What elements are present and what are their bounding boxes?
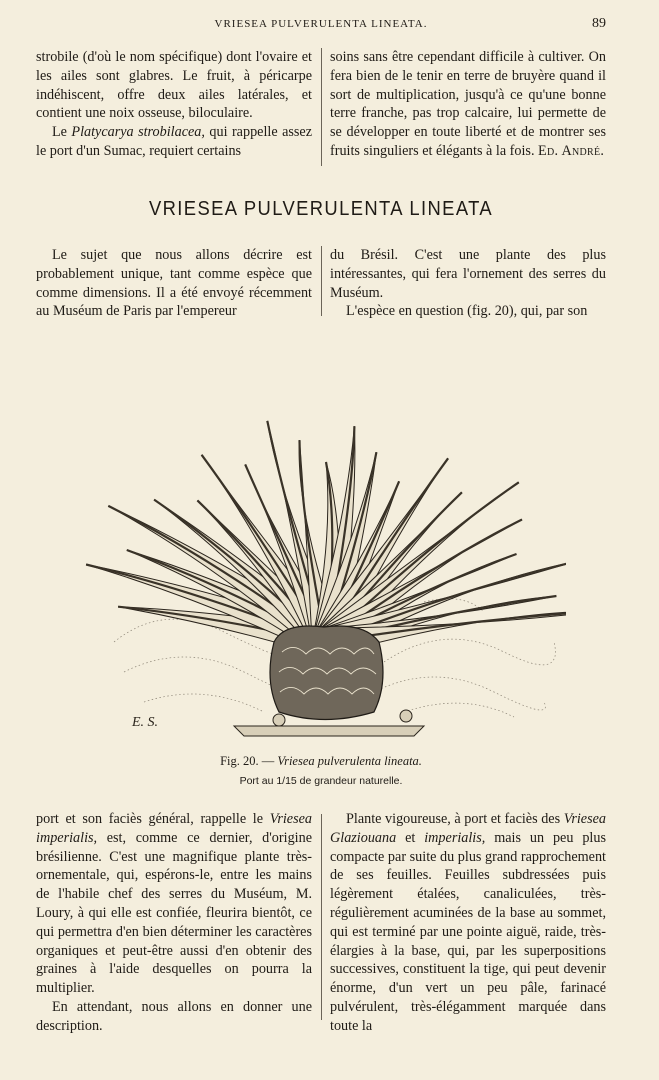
top-left-paragraph-1: strobile (d'où le nom spécifique) dont l'ovaire et les ailes sont glabres. Le fruit, à péricarpe indéhiscent, offre deux ailes latérales, et contient une noix osseuse, biloculaire.	[36, 49, 312, 122]
bottom-left-text-a: port et son faciès général, rappelle le	[36, 811, 270, 827]
intro-left-paragraph: Le sujet que nous allons décrire est probablement unique, tant comme espèce que comme dimensions. Il a été envoyé récemment au Muséum de Paris par l'empereur	[36, 247, 312, 320]
article-title: VRIESEA PULVERULENTA LINEATA	[148, 198, 494, 220]
vriesea-illustration	[84, 342, 566, 742]
vriesea-imperialis-2: imperialis,	[424, 829, 486, 846]
bottom-left-paragraph-1	[36, 810, 312, 998]
intro-left-column	[36, 246, 312, 326]
figure-caption	[36, 754, 606, 769]
bottom-right-text-a: Plante vigoureuse, à port et faciès des	[346, 811, 564, 827]
top-right-column	[330, 48, 606, 170]
bottom-columns	[36, 810, 606, 1034]
platycarya-prefix: Le	[52, 124, 72, 141]
figure-species: Vriesea pulverulenta lineata.	[277, 754, 422, 768]
bottom-right-paragraph	[330, 810, 606, 1036]
figure-sub-caption: Port au 1/15 de grandeur naturelle.	[239, 775, 403, 787]
bottom-left-paragraph-2: En attendant, nous allons en donner une description.	[36, 998, 312, 1034]
bottom-right-text-b: mais un peu plus compacte par suite du plus grand rapprochement de ses feuilles. Feuilles subdressées puis légèrement étalées, canaliculées, très-régulièrement acuminées de la base au sommet, qui est terminé par une pointe aiguë, raide, très-élargies à la base, qui, par les superpositions successives, constituent la tige, qui peut devenir énorme, d'un vert un peu pâle, farinacé pulvérulent, très-élégamment marquée dans toute la	[330, 829, 606, 1034]
running-title: VRIESEA PULVERULENTA LINEATA.	[214, 18, 428, 30]
author-signature: Ed. André.	[538, 142, 605, 159]
top-right-paragraph	[330, 48, 606, 161]
vriesea-glaziouana: Vriesea Glaziouana	[330, 811, 606, 846]
column-divider	[321, 246, 322, 316]
column-divider	[321, 814, 322, 1020]
column-divider	[321, 48, 322, 166]
intro-right-column	[330, 246, 606, 326]
illustrator-signature: E. S.	[132, 715, 159, 730]
bottom-right-column	[330, 810, 606, 1034]
platycarya-name: Platycarya strobilacea,	[71, 124, 205, 141]
bottom-left-text-b: est, comme ce dernier, d'origine brésilienne. C'est une magnifique plante très-ornementale, qui, espérons-le, entre les mains de l'habile chef des serres du Muséum, M. Loury, à qui elle est confiée, fleurira bientôt, ce qui permettra d'en bien déterminer les caractères organiques et peut-être aussi d'en obtenir des graines à l'aide desquelles on pourra la multiplier.	[36, 829, 312, 997]
figure-number: Fig. 20. —	[220, 754, 278, 768]
plant-base	[270, 626, 383, 720]
intro-columns	[36, 246, 606, 326]
platycarya-suffix: qui rappelle assez le port d'un Sumac, requiert certains	[36, 124, 313, 159]
bottom-left-column	[36, 810, 312, 1034]
intro-right-paragraph-1: du Brésil. C'est une plante des plus intéressantes, qui fera l'ornement des serres du Muséum.	[330, 247, 606, 301]
top-left-column	[36, 48, 312, 170]
bottom-right-and: et	[396, 829, 425, 846]
intro-right-paragraph-2: L'espèce en question (fig. 20), qui, par son	[346, 303, 588, 320]
top-left-paragraph-2	[36, 123, 312, 161]
top-columns	[36, 48, 606, 170]
running-head	[36, 18, 606, 36]
top-right-text: soins sans être cependant difficile à cultiver. On fera bien de le tenir en terre de bruyère quand il sort de multiplication, jusqu'à ce qu'une bonne terre franche, pas trop calcaire, lui permette de se développer en toute liberté et de montrer ses fruits singuliers et élégants à la fois.	[330, 49, 606, 159]
vriesea-imperialis: Vriesea imperialis,	[36, 811, 312, 846]
page-number: 89	[592, 16, 606, 31]
